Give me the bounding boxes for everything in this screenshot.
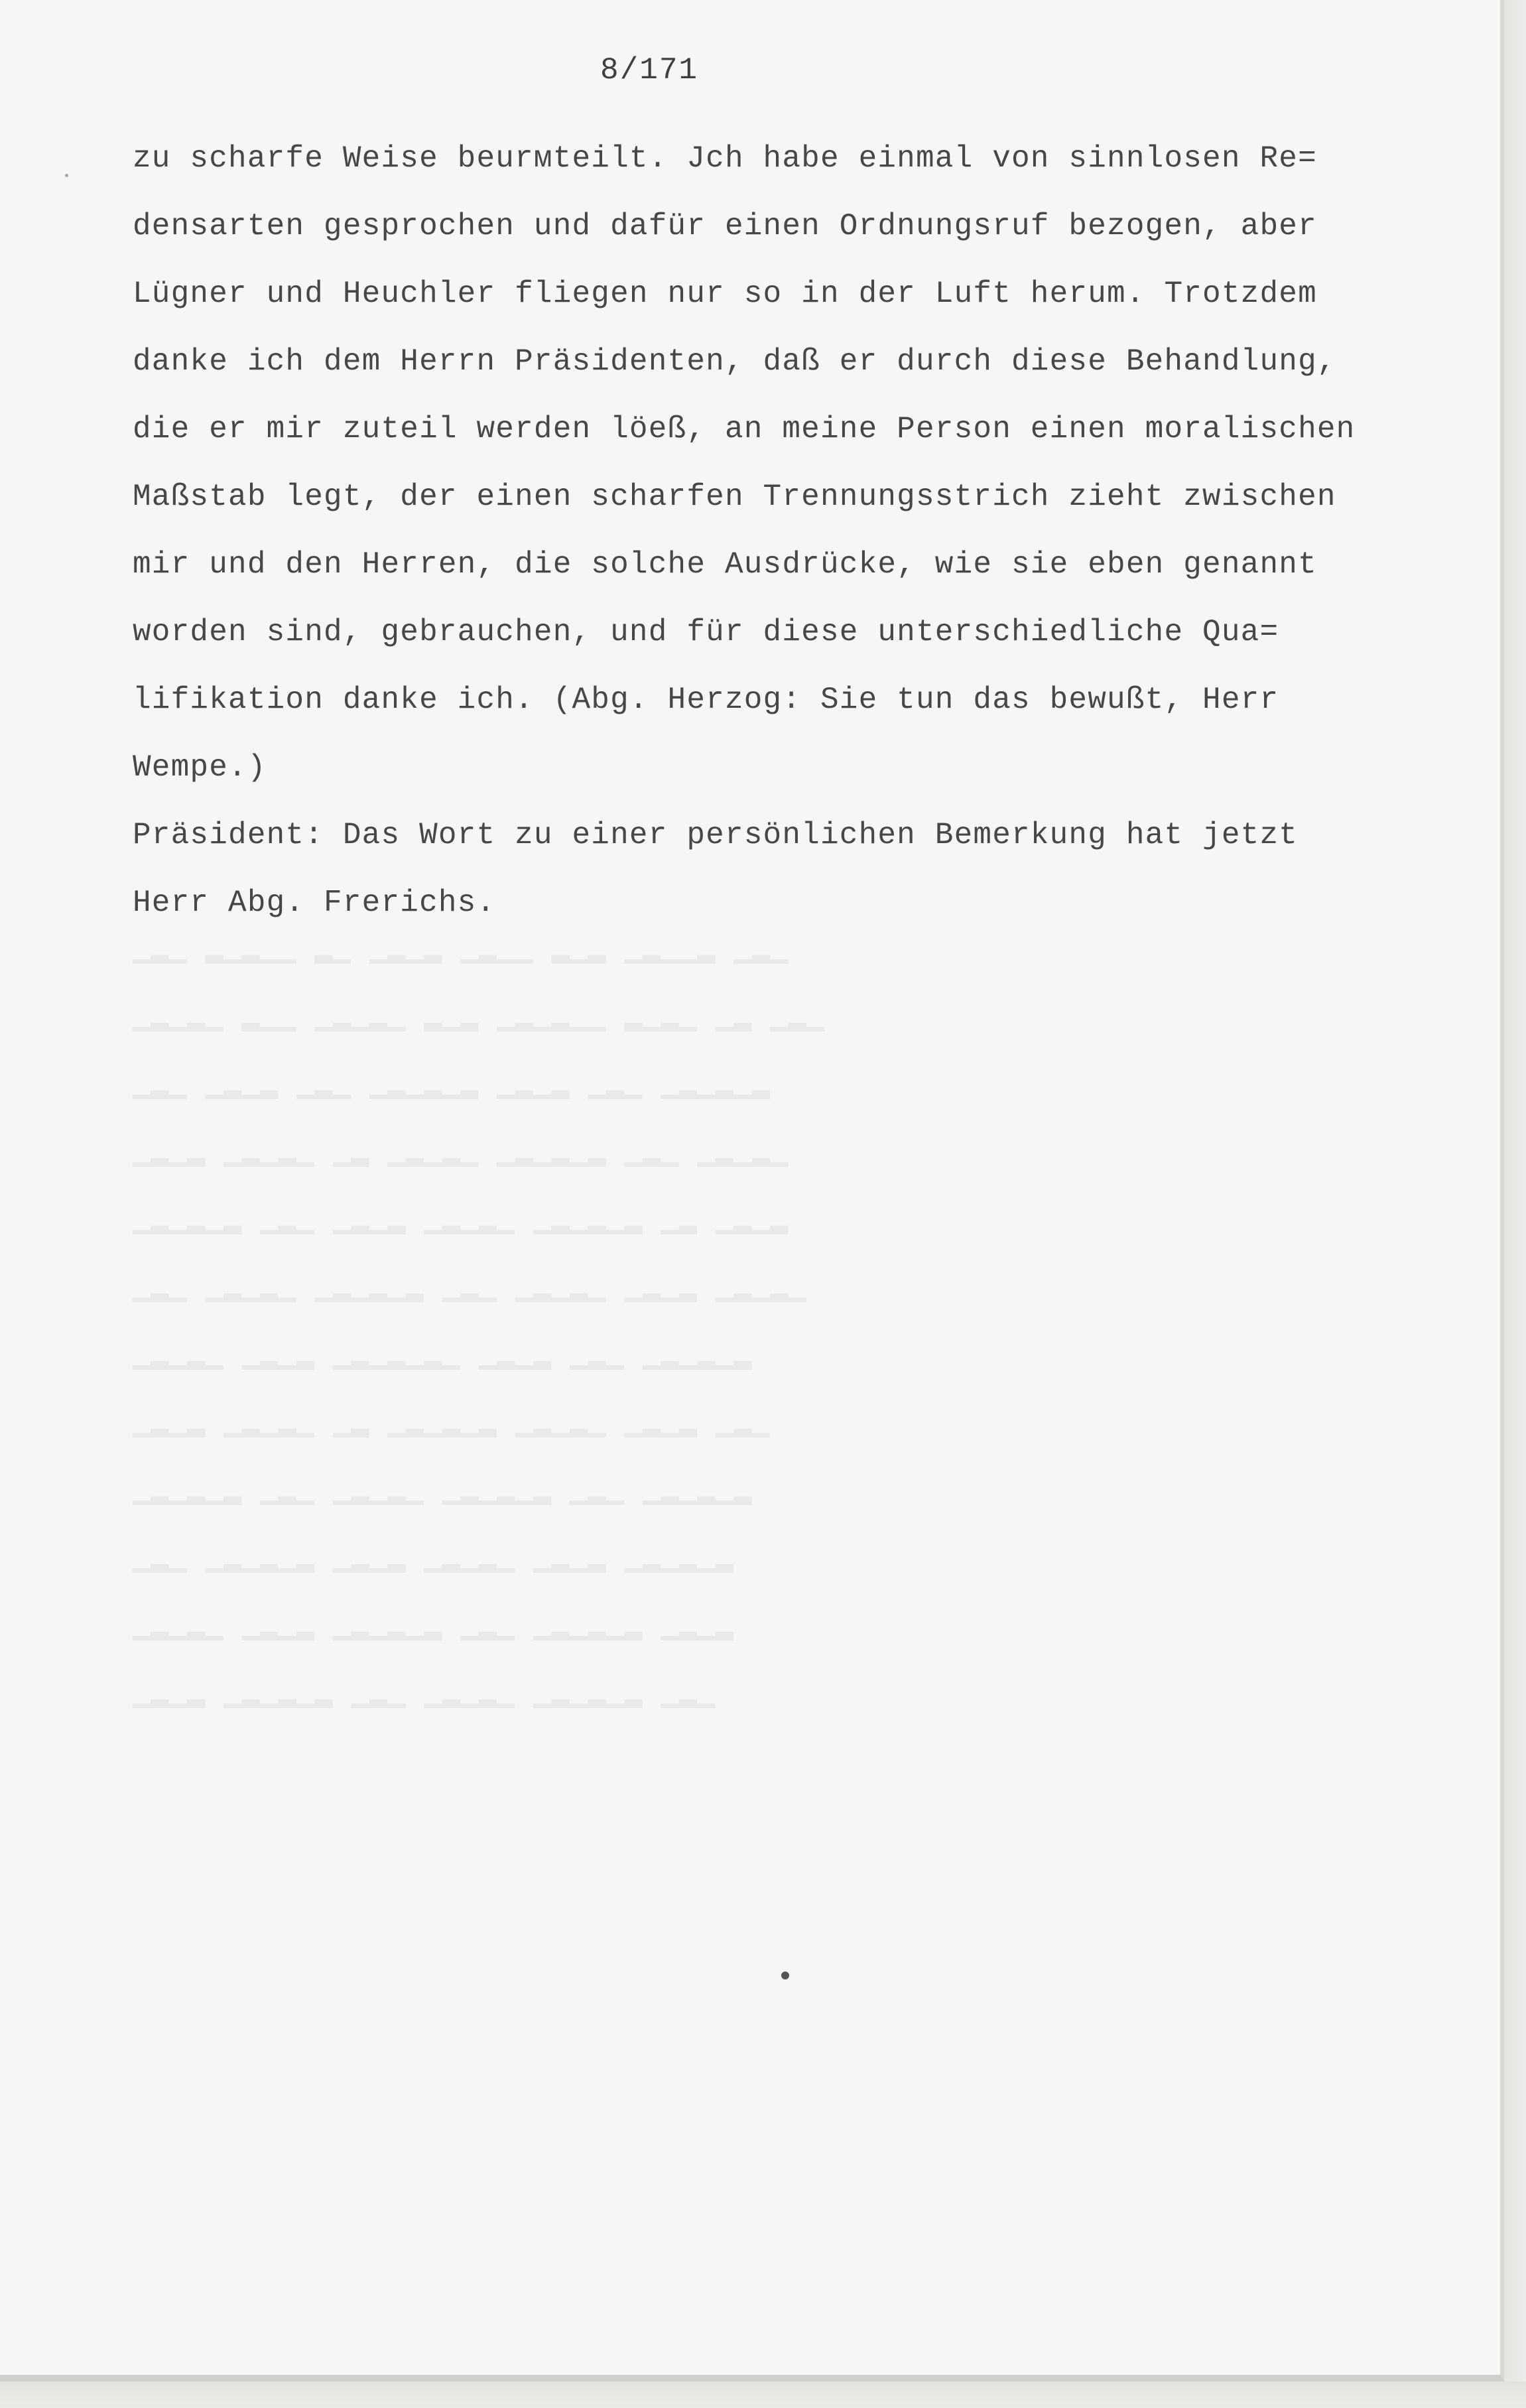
- page-bottom-edge: [0, 2381, 1526, 2408]
- text-line: Wempe.): [133, 750, 267, 785]
- page-edge: [1504, 0, 1526, 2408]
- text-line: lifikation danke ich. (Abg. Herzog: Sie tun das bewußt, Herr: [133, 683, 1279, 717]
- text-line: Lügner und Heuchler fliegen nur so in der Luft herum. Trotzdem: [133, 277, 1317, 311]
- speaker-line: Herr Abg. Frerichs.: [133, 886, 496, 920]
- speaker-line: Präsident: Das Wort zu einer persönlichen Bemerkung hat jetzt: [133, 818, 1299, 852]
- text-line: mir und den Herren, die solche Ausdrücke, wie sie eben genannt: [133, 547, 1317, 582]
- bleed-through-texture: ▁▂▁ ▂▁▂▁▁ ▂▁ ▁▂▁▂ ▁▂▁▁ ▂▁▂ ▁▂▁▁▂ ▁▂▁ ▁▂▁▂▁ ▂▁▁ ▁▂▁▂▁ ▂▁▂ ▁▂▁▂▁▁ ▂▁▂▁ ▁▂ ▁▂▁ ▁▂▁ ▁▂▁▂ ▁▂▁ ▁▂▁▂▁▂ ▁▂▁▂ ▁▂▁ ▁▂▁▂▁▂ ▁▂▁▂ ▁▂▁▂▁ ▁▂ ▁▂▁▂▁ ▁▂▁▂▁▂ ▁▂▁ ▁▂▁▂▁ ▁▂▁▂▁▂ ▁▂▁ ▁▂▁▂ ▁▂▁▂▁ ▁▂▁▂▁▂ ▁▂ ▁▂▁▂ ▁▂▁ ▁▂▁▂▁ ▁▂▁▂▁▂ ▁▂▁ ▁▂▁▂▁ ▁▂▁▂ ▁▂▁▂▁ ▁▂▁▂▁ ▁▂▁▂ ▁▂▁▂▁▂▁ ▁▂▁▂ ▁▂▁ ▁▂▁▂▁▂ ▁▂▁▂ ▁▂▁▂▁ ▁▂ ▁▂▁▂▁▂ ▁▂▁▂▁ ▁▂▁▂ ▁▂▁ ▁▂▁▂▁▂ ▁▂▁ ▁▂▁▂▁ ▁▂▁▂▁▂ ▁▂▁ ▁▂▁▂▁▂ ▁▂▁ ▁▂▁▂▁▂ ▁▂▁▂ ▁▂▁▂▁ ▁▂▁▂ ▁▂▁▂▁▂ ▁▂▁▂▁ ▁▂▁▂ ▁▂▁▂▁▂ ▁▂▁ ▁▂▁▂▁▂ ▁▂▁▂ ▁▂▁▂ ▁▂▁▂▁▂ ▁▂▁ ▁▂▁▂▁ ▁▂▁▂▁▂ ▁▂▁: [133, 933, 826, 1710]
- ink-speck: [781, 1972, 789, 1979]
- page-number: 8/171: [600, 53, 699, 88]
- text-line: Maßstab legt, der einen scharfen Trennungsstrich zieht zwischen: [133, 480, 1336, 514]
- text-line: worden sind, gebrаuchen, und für diese unterschiedliche Qua=: [133, 615, 1279, 649]
- text-line: zu scharfe Weise beurмteilt. Jch habe einmal von sinnlosen Re=: [133, 141, 1317, 176]
- text-line: die er mir zuteil werden löeß, an meine Person einen moralischen: [133, 412, 1356, 446]
- text-line: danke ich dem Herrn Präsidenten, daß er durch diese Behandlung,: [133, 344, 1336, 379]
- ink-speck: [65, 174, 68, 177]
- typed-text-block: [133, 125, 1486, 937]
- text-line: densarten gesprochen und dafür einen Ordnungsruf bezogen, aber: [133, 209, 1317, 243]
